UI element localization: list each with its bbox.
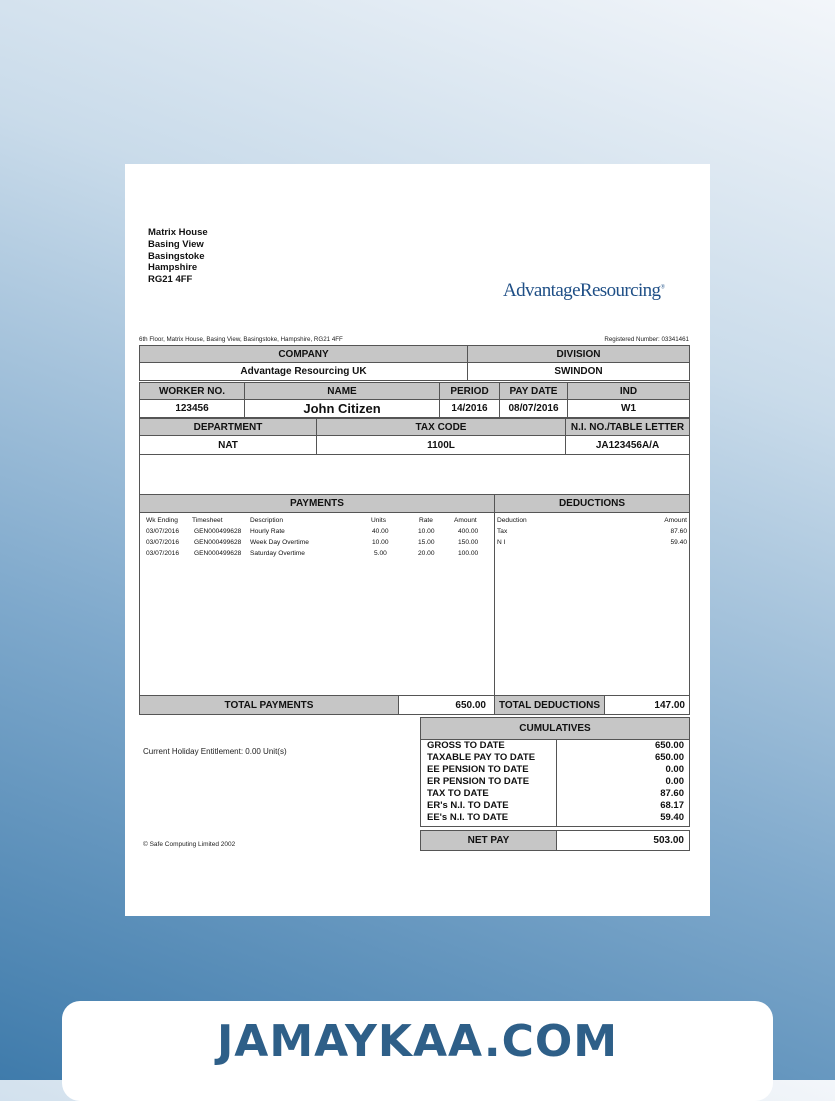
cell: 10.00 bbox=[418, 528, 435, 535]
division-value: SWINDON bbox=[467, 362, 690, 381]
cumulative-label: EE's N.I. TO DATE bbox=[427, 812, 509, 823]
division-header: DIVISION bbox=[467, 345, 690, 363]
cell: Hourly Rate bbox=[250, 528, 285, 535]
cell: 87.60 bbox=[670, 528, 687, 535]
period-value: 14/2016 bbox=[439, 399, 500, 418]
tax-code-value: 1100L bbox=[316, 435, 566, 455]
sender-address bbox=[148, 227, 208, 286]
cell: Saturday Overtime bbox=[250, 550, 305, 557]
address-line: Basingstoke bbox=[148, 250, 205, 262]
department-value: NAT bbox=[139, 435, 317, 455]
net-pay-value: 503.00 bbox=[556, 830, 690, 851]
company-address-line: 6th Floor, Matrix House, Basing View, Basingstoke, Hampshire, RG21 4FF bbox=[139, 336, 343, 343]
period-header: PERIOD bbox=[439, 382, 500, 400]
deductions-panel bbox=[494, 512, 690, 696]
cumulatives-labels bbox=[427, 740, 535, 824]
cell: 150.00 bbox=[458, 539, 479, 546]
cumulative-value: 650.00 bbox=[654, 740, 684, 751]
department-header: DEPARTMENT bbox=[139, 418, 317, 436]
cell: 15.00 bbox=[418, 539, 435, 546]
cell: GEN000499628 bbox=[194, 539, 242, 546]
address-line: Matrix House bbox=[148, 227, 208, 238]
column-header: Timesheet bbox=[192, 517, 223, 524]
cumulative-value: 59.40 bbox=[660, 812, 684, 823]
column-header: Amount bbox=[454, 517, 477, 524]
ind-value: W1 bbox=[567, 399, 690, 418]
cumulatives-values bbox=[655, 740, 684, 824]
copyright-notice: © Safe Computing Limited 2002 bbox=[143, 841, 236, 848]
worker-no-value: 123456 bbox=[139, 399, 245, 418]
cumulatives-header: CUMULATIVES bbox=[420, 717, 690, 740]
cumulative-label: ER PENSION TO DATE bbox=[427, 776, 530, 787]
blank-panel bbox=[139, 454, 690, 495]
column-header: Rate bbox=[419, 517, 433, 524]
ind-header: IND bbox=[567, 382, 690, 400]
logo-text: AdvantageResourcing bbox=[503, 280, 661, 301]
cell: 03/07/2016 bbox=[146, 550, 180, 557]
watermark-text: JAMAYKAA.COM bbox=[216, 1016, 619, 1067]
cumulative-value: 87.60 bbox=[660, 788, 684, 799]
column-header: Wk Ending bbox=[146, 517, 178, 524]
payslip-document bbox=[125, 164, 710, 916]
cell: 03/07/2016 bbox=[146, 539, 180, 546]
payments-header: PAYMENTS bbox=[139, 494, 495, 513]
column-header: Description bbox=[250, 517, 283, 524]
cumulative-label: TAXABLE PAY TO DATE bbox=[427, 752, 536, 763]
cumulative-label: EE PENSION TO DATE bbox=[427, 764, 529, 775]
tax-code-header: TAX CODE bbox=[316, 418, 566, 436]
employee-name: John Citizen bbox=[244, 399, 440, 418]
cumulative-value: 0.00 bbox=[665, 764, 684, 775]
total-payments-value: 650.00 bbox=[398, 695, 495, 715]
name-header: NAME bbox=[244, 382, 440, 400]
pay-date-header: PAY DATE bbox=[499, 382, 568, 400]
column-header: Units bbox=[371, 517, 387, 524]
address-line: Basing View bbox=[148, 238, 204, 250]
cumulative-label: GROSS TO DATE bbox=[427, 740, 505, 751]
holiday-entitlement: Current Holiday Entitlement: 0.00 Unit(s) bbox=[143, 747, 287, 756]
pay-date-value: 08/07/2016 bbox=[499, 399, 568, 418]
cell: N I bbox=[497, 539, 506, 546]
cell: 10.00 bbox=[372, 539, 389, 546]
address-line: Hampshire bbox=[148, 262, 198, 274]
total-deductions-label: TOTAL DEDUCTIONS bbox=[494, 695, 605, 715]
cell: Week Day Overtime bbox=[250, 539, 309, 546]
cumulative-value: 68.17 bbox=[660, 800, 684, 811]
cell: 40.00 bbox=[372, 528, 389, 535]
cumulative-value: 650.00 bbox=[654, 752, 684, 763]
total-deductions-value: 147.00 bbox=[604, 695, 690, 715]
column-header: Deduction bbox=[497, 517, 527, 524]
ni-header: N.I. NO./TABLE LETTER bbox=[565, 418, 690, 436]
cumulative-label: ER's N.I. TO DATE bbox=[427, 800, 509, 811]
deductions-header: DEDUCTIONS bbox=[494, 494, 690, 513]
total-payments-label: TOTAL PAYMENTS bbox=[139, 695, 399, 715]
cell: 400.00 bbox=[458, 528, 479, 535]
cell: GEN000499628 bbox=[194, 550, 242, 557]
address-line: RG21 4FF bbox=[148, 274, 193, 286]
cell: 20.00 bbox=[418, 550, 435, 557]
cell: 5.00 bbox=[374, 550, 387, 557]
payments-panel bbox=[139, 512, 495, 696]
cumulative-label: TAX TO DATE bbox=[427, 788, 489, 799]
cell: Tax bbox=[497, 528, 508, 535]
company-value: Advantage Resourcing UK bbox=[139, 362, 468, 381]
company-logo: AdvantageResourcing® bbox=[503, 280, 665, 301]
cell: 100.00 bbox=[458, 550, 479, 557]
registered-number: Registered Number: 03341461 bbox=[604, 336, 689, 343]
cell: 59.40 bbox=[670, 539, 687, 546]
column-header: Amount bbox=[664, 517, 687, 524]
ni-value: JA123456A/A bbox=[565, 435, 690, 455]
cell: 03/07/2016 bbox=[146, 528, 180, 535]
cumulative-value: 0.00 bbox=[665, 776, 684, 787]
net-pay-label: NET PAY bbox=[420, 830, 557, 851]
company-header: COMPANY bbox=[139, 345, 468, 363]
worker-no-header: WORKER NO. bbox=[139, 382, 245, 400]
cell: GEN000499628 bbox=[194, 528, 242, 535]
